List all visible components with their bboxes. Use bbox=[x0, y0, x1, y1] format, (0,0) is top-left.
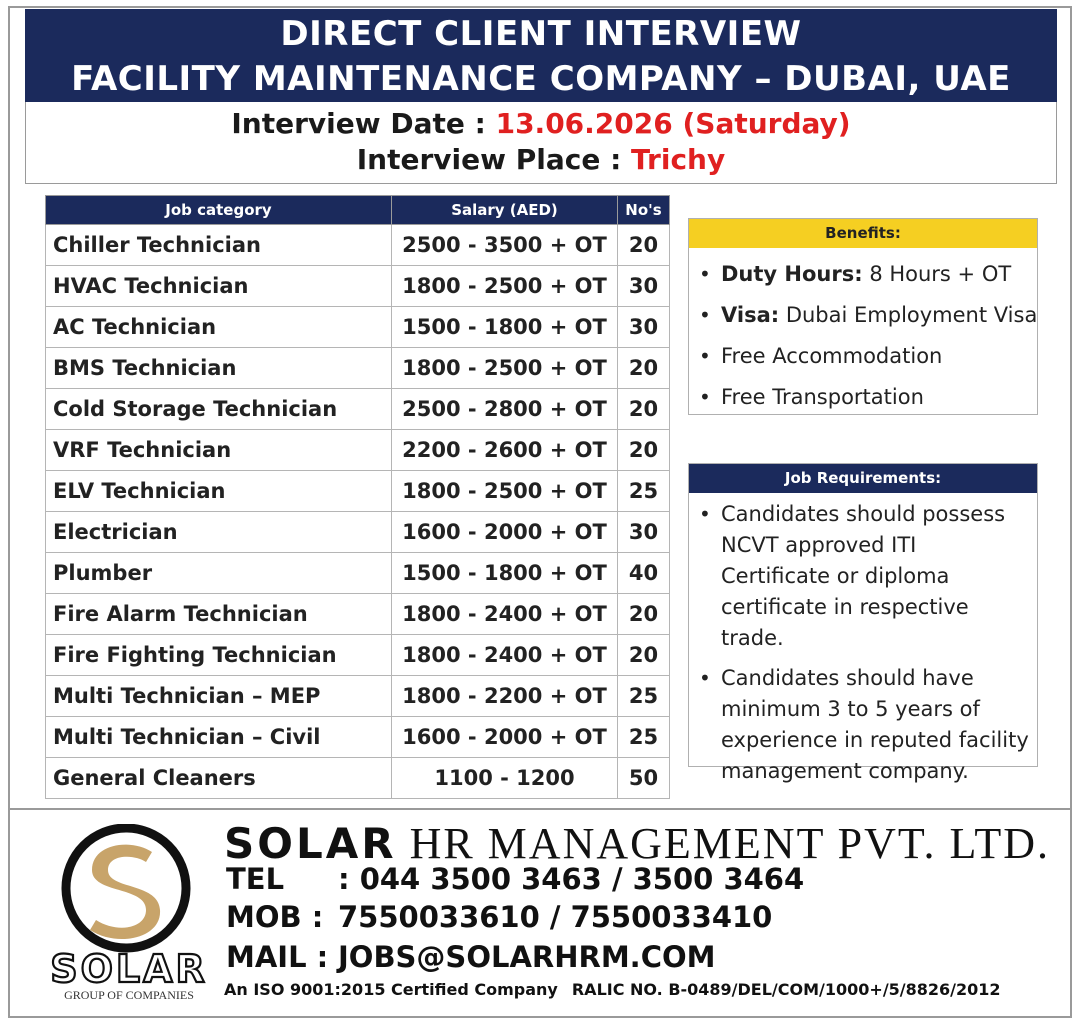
table-row bbox=[46, 594, 670, 635]
job-category-cell: HVAC Technician bbox=[46, 266, 392, 307]
benefits-title: Benefits: bbox=[689, 219, 1037, 248]
job-category-cell: AC Technician bbox=[46, 307, 392, 348]
salary-cell: 1800 - 2200 + OT bbox=[392, 676, 618, 717]
salary-cell: 1600 - 2000 + OT bbox=[392, 717, 618, 758]
column-job-category: Job category bbox=[46, 196, 392, 225]
count-cell: 25 bbox=[618, 717, 670, 758]
count-cell: 40 bbox=[618, 553, 670, 594]
count-cell: 30 bbox=[618, 512, 670, 553]
job-category-cell: Electrician bbox=[46, 512, 392, 553]
table-row bbox=[46, 430, 670, 471]
salary-cell: 1600 - 2000 + OT bbox=[392, 512, 618, 553]
table-row bbox=[46, 471, 670, 512]
column-count: No's bbox=[618, 196, 670, 225]
column-salary: Salary (AED) bbox=[392, 196, 618, 225]
interview-date-label: Interview Date : bbox=[231, 107, 496, 140]
job-category-cell: VRF Technician bbox=[46, 430, 392, 471]
benefits-list bbox=[689, 248, 1037, 418]
interview-place bbox=[26, 142, 1056, 178]
certification-line bbox=[224, 980, 1001, 999]
salary-cell: 1500 - 1800 + OT bbox=[392, 553, 618, 594]
salary-cell: 1800 - 2400 + OT bbox=[392, 635, 618, 676]
benefits-box bbox=[688, 218, 1038, 415]
table-row bbox=[46, 676, 670, 717]
company-brand: SOLAR bbox=[224, 819, 397, 868]
benefit-label: Duty Hours: bbox=[721, 262, 863, 286]
count-cell: 20 bbox=[618, 348, 670, 389]
requirement-item: • Candidates should have minimum 3 to 5 years of experience in reputed facility management company. bbox=[699, 663, 1029, 787]
mob-label: MOB : bbox=[226, 900, 324, 934]
count-cell: 20 bbox=[618, 594, 670, 635]
count-cell: 25 bbox=[618, 676, 670, 717]
job-category-cell: Fire Fighting Technician bbox=[46, 635, 392, 676]
job-category-cell: ELV Technician bbox=[46, 471, 392, 512]
count-cell: 20 bbox=[618, 635, 670, 676]
mail-label: MAIL : bbox=[226, 940, 329, 974]
count-cell: 25 bbox=[618, 471, 670, 512]
table-row bbox=[46, 389, 670, 430]
interview-place-value: Trichy bbox=[631, 143, 726, 176]
header-title: DIRECT CLIENT INTERVIEW bbox=[280, 14, 802, 54]
tel-label: TEL bbox=[226, 862, 285, 896]
jobs-table bbox=[45, 195, 670, 799]
job-category-cell: Cold Storage Technician bbox=[46, 389, 392, 430]
count-cell: 30 bbox=[618, 266, 670, 307]
benefit-label: Visa: bbox=[721, 303, 780, 327]
job-category-cell: Multi Technician – MEP bbox=[46, 676, 392, 717]
salary-cell: 1800 - 2500 + OT bbox=[392, 348, 618, 389]
table-row bbox=[46, 348, 670, 389]
contact-mail bbox=[226, 940, 716, 974]
benefit-item bbox=[699, 295, 1038, 336]
table-row bbox=[46, 717, 670, 758]
benefit-item bbox=[699, 377, 1029, 418]
requirements-title: Job Requirements: bbox=[689, 464, 1037, 493]
salary-cell: 2500 - 2800 + OT bbox=[392, 389, 618, 430]
contact-mob bbox=[226, 900, 772, 934]
job-category-cell: General Cleaners bbox=[46, 758, 392, 799]
solar-logo bbox=[34, 824, 224, 1004]
logo-wordmark: SOLAR bbox=[50, 947, 208, 991]
table-row bbox=[46, 307, 670, 348]
header-banner bbox=[25, 9, 1057, 102]
table-row bbox=[46, 266, 670, 307]
count-cell: 20 bbox=[618, 389, 670, 430]
interview-details bbox=[25, 102, 1057, 184]
ralic-text: RALIC NO. B-0489/DEL/COM/1000+/5/8826/2012 bbox=[571, 980, 1001, 999]
requirements-list bbox=[689, 493, 1037, 787]
count-cell: 50 bbox=[618, 758, 670, 799]
table-row bbox=[46, 512, 670, 553]
count-cell: 20 bbox=[618, 430, 670, 471]
salary-cell: 2500 - 3500 + OT bbox=[392, 225, 618, 266]
salary-cell: 1500 - 1800 + OT bbox=[392, 307, 618, 348]
job-category-cell: Chiller Technician bbox=[46, 225, 392, 266]
salary-cell: 2200 - 2600 + OT bbox=[392, 430, 618, 471]
tel-value: : 044 3500 3463 / 3500 3464 bbox=[338, 862, 805, 896]
benefit-item bbox=[699, 254, 1029, 295]
interview-date-value: 13.06.2026 (Saturday) bbox=[495, 107, 851, 140]
interview-place-label: Interview Place : bbox=[356, 143, 632, 176]
count-cell: 20 bbox=[618, 225, 670, 266]
salary-cell: 1800 - 2400 + OT bbox=[392, 594, 618, 635]
company-name-rest: HR MANAGEMENT PVT. LTD. bbox=[396, 819, 1050, 868]
benefit-text: 8 Hours + OT bbox=[862, 262, 1012, 286]
benefit-item bbox=[699, 336, 1029, 377]
header-subtitle: FACILITY MAINTENANCE COMPANY – DUBAI, UAE bbox=[71, 59, 1011, 99]
requirements-box bbox=[688, 463, 1038, 783]
salary-cell: 1800 - 2500 + OT bbox=[392, 471, 618, 512]
footer-divider bbox=[10, 808, 1070, 810]
job-category-cell: Plumber bbox=[46, 553, 392, 594]
benefit-text: Dubai Employment Visa bbox=[779, 303, 1038, 327]
jobs-table-header bbox=[46, 196, 670, 225]
logo-tagline: GROUP OF COMPANIES bbox=[64, 988, 194, 1002]
table-row bbox=[46, 553, 670, 594]
salary-cell: 1100 - 1200 bbox=[392, 758, 618, 799]
table-row bbox=[46, 635, 670, 676]
table-row bbox=[46, 758, 670, 799]
requirement-item: • Candidates should possess NCVT approved ITI Certificate or diploma certificate in respective trade. bbox=[699, 499, 1029, 654]
interview-date bbox=[26, 102, 1056, 142]
mob-value: 7550033610 / 7550033410 bbox=[338, 900, 773, 934]
contact-tel bbox=[226, 862, 804, 896]
job-category-cell: Multi Technician – Civil bbox=[46, 717, 392, 758]
count-cell: 30 bbox=[618, 307, 670, 348]
benefit-text: Free Accommodation bbox=[721, 344, 943, 368]
benefit-text: Free Transportation bbox=[721, 385, 924, 409]
mail-value: JOBS@SOLARHRM.COM bbox=[338, 940, 716, 974]
job-category-cell: BMS Technician bbox=[46, 348, 392, 389]
job-category-cell: Fire Alarm Technician bbox=[46, 594, 392, 635]
salary-cell: 1800 - 2500 + OT bbox=[392, 266, 618, 307]
iso-text: An ISO 9001:2015 Certified Company bbox=[224, 980, 558, 999]
table-row bbox=[46, 225, 670, 266]
